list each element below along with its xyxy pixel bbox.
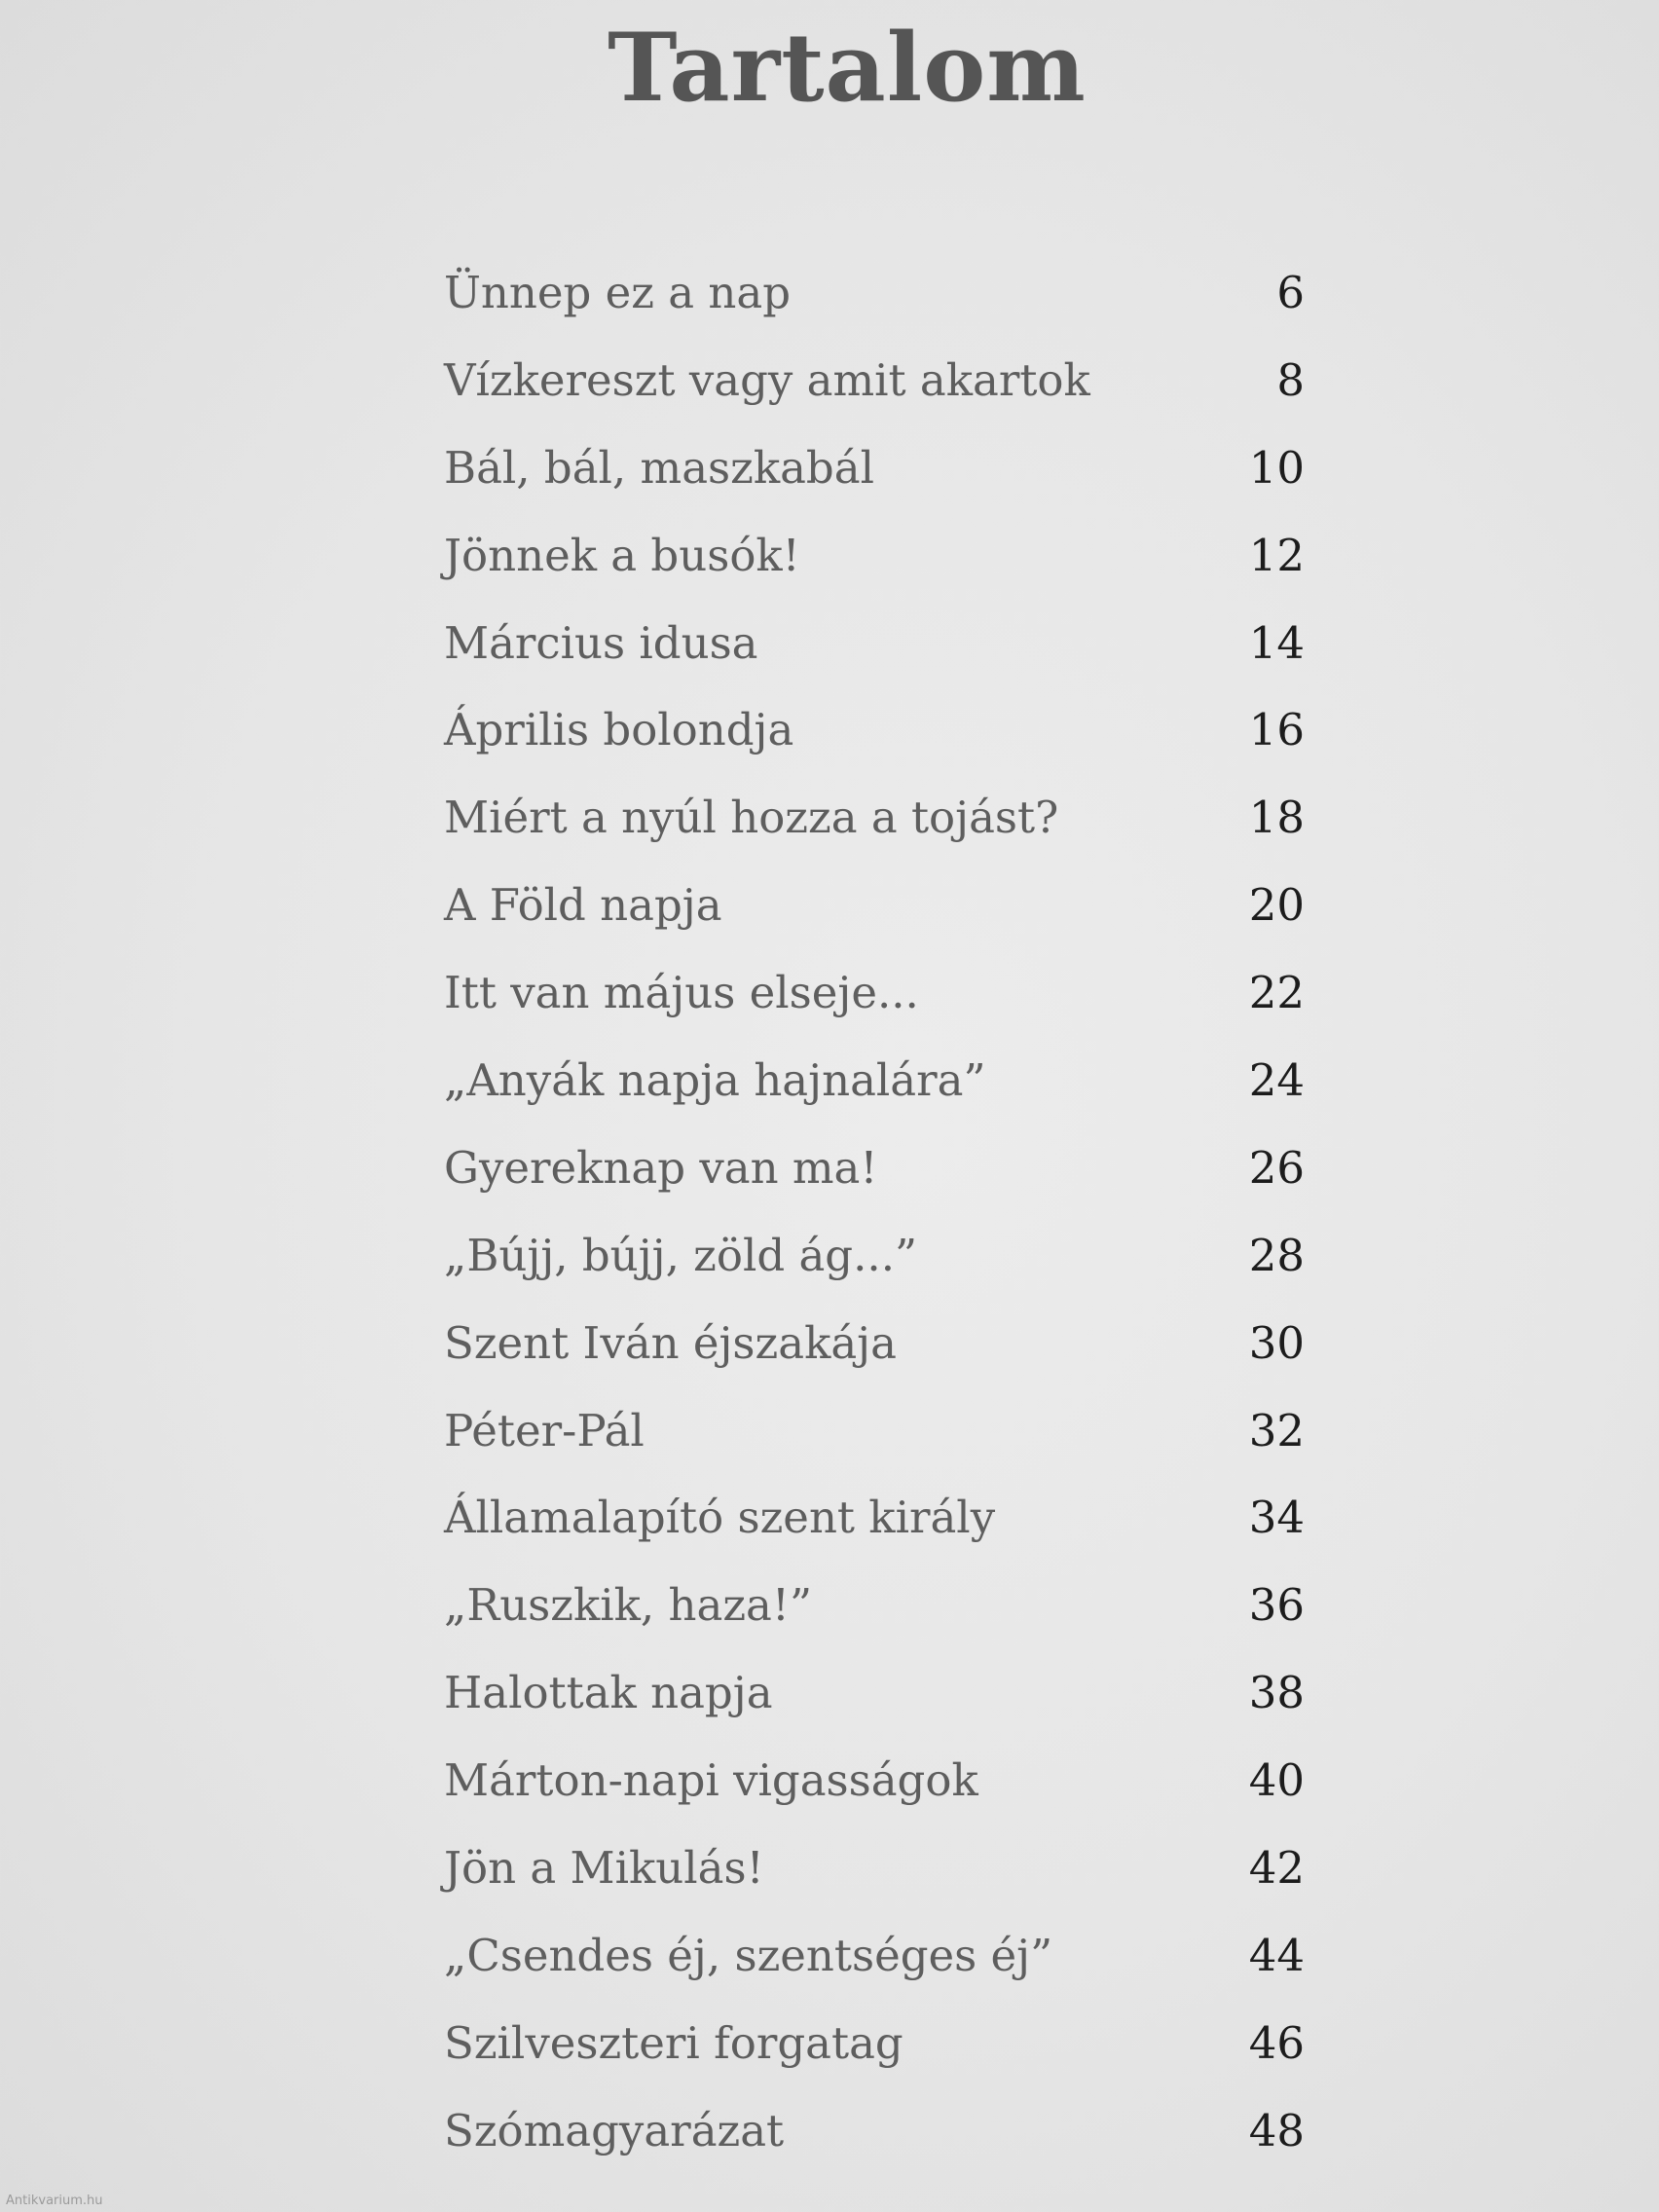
toc-entry-page-number: 40 bbox=[1248, 1754, 1305, 1807]
toc-entry bbox=[444, 1129, 1305, 1217]
toc-entry-page-number: 36 bbox=[1248, 1579, 1305, 1632]
toc-entry bbox=[444, 1567, 1305, 1654]
toc-entry-title: Miért a nyúl hozza a tojást? bbox=[444, 792, 1059, 844]
toc-entry-title: Szilveszteri forgatag bbox=[444, 2016, 903, 2069]
toc-entry-title: Szent Iván éjszakája bbox=[444, 1316, 897, 1369]
toc-entry-title: Jönnek a busók! bbox=[444, 529, 800, 581]
toc-entry-page-number: 34 bbox=[1248, 1492, 1305, 1544]
toc-entry-page-number: 30 bbox=[1248, 1316, 1305, 1369]
toc-entry-page-number: 12 bbox=[1248, 529, 1305, 581]
toc-entry-page-number: 10 bbox=[1248, 441, 1305, 494]
toc-entry bbox=[444, 1654, 1305, 1742]
toc-entry bbox=[444, 1305, 1305, 1392]
toc-entry-page-number: 8 bbox=[1276, 353, 1305, 406]
toc-entry bbox=[444, 1742, 1305, 1829]
toc-entry-title: Bál, bál, maszkabál bbox=[444, 441, 874, 494]
toc-entry-page-number: 16 bbox=[1248, 704, 1305, 756]
toc-entry-page-number: 38 bbox=[1248, 1667, 1305, 1719]
toc-entry-page-number: 22 bbox=[1248, 967, 1305, 1019]
toc-entry-title: „Csendes éj, szentséges éj” bbox=[444, 1929, 1053, 1981]
toc-entry bbox=[444, 517, 1305, 605]
toc-entry-title: Halottak napja bbox=[444, 1667, 773, 1719]
toc-entry bbox=[444, 954, 1305, 1042]
toc-entry bbox=[444, 254, 1305, 342]
toc-entry bbox=[444, 2005, 1305, 2092]
toc-entry-page-number: 14 bbox=[1248, 616, 1305, 669]
toc-entry-page-number: 42 bbox=[1248, 1842, 1305, 1895]
toc-entry bbox=[444, 429, 1305, 517]
toc-entry-page-number: 32 bbox=[1248, 1404, 1305, 1456]
toc-entry-title: Gyereknap van ma! bbox=[444, 1141, 878, 1194]
toc-entry-title: Ünnep ez a nap bbox=[444, 267, 792, 318]
toc-entry-title: Április bolondja bbox=[444, 704, 794, 756]
page-title: Tartalom bbox=[608, 13, 1087, 123]
toc-entry-page-number: 20 bbox=[1248, 879, 1305, 932]
toc-entry-title: „Anyák napja hajnalára” bbox=[444, 1054, 986, 1107]
toc-entry bbox=[444, 1829, 1305, 1917]
toc-entry-title: Államalapító szent király bbox=[444, 1492, 996, 1544]
toc-entry-page-number: 18 bbox=[1248, 792, 1305, 844]
toc-entry bbox=[444, 605, 1305, 692]
toc-entry-title: Jön a Mikulás! bbox=[444, 1842, 764, 1895]
watermark: Antikvarium.hu bbox=[6, 2194, 103, 2208]
toc-entry-title: Szómagyarázat bbox=[444, 2104, 785, 2157]
toc-entry-page-number: 44 bbox=[1248, 1929, 1305, 1981]
toc-entry-title: „Ruszkik, haza!” bbox=[444, 1579, 812, 1632]
toc-entry bbox=[444, 1479, 1305, 1567]
toc-entry-title: Itt van május elseje... bbox=[444, 967, 919, 1019]
table-of-contents bbox=[444, 254, 1305, 2180]
toc-entry-page-number: 26 bbox=[1248, 1141, 1305, 1194]
toc-entry-title: Péter-Pál bbox=[444, 1404, 645, 1456]
toc-entry bbox=[444, 342, 1305, 429]
toc-entry-title: Márton-napi vigasságok bbox=[444, 1754, 978, 1807]
toc-entry bbox=[444, 1217, 1305, 1305]
toc-entry bbox=[444, 1392, 1305, 1480]
toc-entry bbox=[444, 1042, 1305, 1129]
toc-entry-title: Március idusa bbox=[444, 616, 758, 669]
toc-entry bbox=[444, 779, 1305, 866]
toc-entry-page-number: 48 bbox=[1248, 2104, 1305, 2157]
toc-entry-page-number: 24 bbox=[1248, 1054, 1305, 1107]
toc-entry bbox=[444, 866, 1305, 954]
toc-entry-page-number: 6 bbox=[1276, 267, 1305, 318]
toc-entry bbox=[444, 1917, 1305, 2005]
toc-entry-title: Vízkereszt vagy amit akartok bbox=[444, 353, 1090, 406]
toc-entry-page-number: 28 bbox=[1248, 1229, 1305, 1281]
toc-entry-title: A Föld napja bbox=[444, 879, 722, 932]
toc-entry bbox=[444, 2092, 1305, 2180]
toc-entry-title: „Bújj, bújj, zöld ág...” bbox=[444, 1229, 918, 1281]
toc-entry bbox=[444, 691, 1305, 779]
toc-entry-page-number: 46 bbox=[1248, 2016, 1305, 2069]
